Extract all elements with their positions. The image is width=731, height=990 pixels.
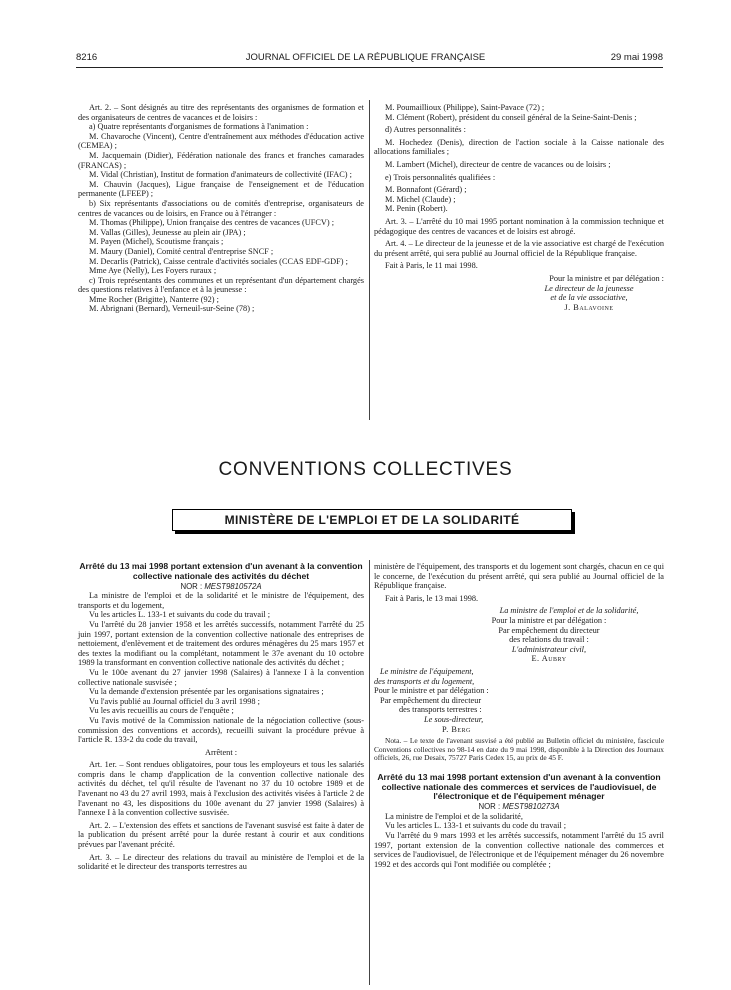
article-2: Art. 2. – L'extension des effets et sanctions de l'avenant susvisé est faite à dater de la publication du présent arrêté pour la durée restant à courir et aux conditions prévues par l'avenant précité. <box>78 820 364 850</box>
list-item: M. Payen (Michel), Scoutisme français ; <box>89 237 224 247</box>
arretent-heading: Arrêtent : <box>204 747 238 757</box>
paragraph: La ministre de l'emploi et de la solidarité, <box>385 811 523 821</box>
list-item: M. Hochedez (Denis), direction de l'action sociale à la Caisse nationale des allocations familiales ; <box>374 137 664 157</box>
section-title: CONVENTIONS COLLECTIVES <box>218 459 513 480</box>
list-item: M. Vidal (Christian), Institut de formation d'animateurs de collectivité (IFAC) ; <box>89 170 352 180</box>
paragraph: d) Autres personnalités : <box>385 125 466 135</box>
list-item: M. Decarlis (Patrick), Caisse centrale d'activités sociales (CCAS EDF-GDF) ; <box>89 256 348 266</box>
nor-label: NOR : <box>478 802 501 812</box>
nor-code: MEST9810572A <box>204 581 262 591</box>
decree-title: Arrêté du 13 mai 1998 portant extension d'un avenant à la convention collective nationale des commerces et services de l'audiovisuel, de l'électronique et de l'équipement ménager <box>377 771 661 802</box>
column-divider <box>369 560 370 985</box>
signature-line: Pour la ministre et par délégation : <box>549 273 664 283</box>
list-item: M. Poumaillioux (Philippe), Saint-Pavace (72) ; <box>385 103 545 112</box>
paragraph: Vu le 100e avenant du 27 janvier 1998 (Salaires) à l'annexe I à la convention collective nationale susvisée ; <box>78 667 364 687</box>
paragraph: a) Quatre représentants d'organismes de formations à l'animation : <box>89 122 309 132</box>
decree-title: Arrêté du 13 mai 1998 portant extension d'un avenant à la convention collective nationale des activités du déchet <box>79 561 363 581</box>
signature-line: Par empêchement du directeur <box>380 695 482 705</box>
nor-reference <box>78 582 364 592</box>
list-item: M. Bonnafont (Gérard) ; <box>385 185 467 195</box>
column-upper-right <box>374 103 664 312</box>
signatory-name: E. Aubry <box>531 654 567 664</box>
list-item: M. Thomas (Philippe), Union française des centres de vacances (UFCV) ; <box>89 218 334 228</box>
paragraph: Vu l'arrêté du 9 mars 1993 et les arrêtés successifs, notamment l'arrêté du 15 avril 1997, portant extension de la convention collective nationale des commerces et services de l'audiovisuel, de l'électronique et de l'équipement ménager du 26 novembre 1992 et des accords qui l'ont modifiée ou complétée ; <box>374 831 664 869</box>
signature-line: des transports et du logement, <box>374 676 475 686</box>
signatory-name: P. Berg <box>442 724 471 734</box>
paragraph: Vu l'avis publié au Journal officiel du 3 avril 1998 ; <box>89 696 260 706</box>
signature-line: Le ministre de l'équipement, <box>380 666 474 676</box>
paragraph: Vu les avis recueillis au cours de l'enquête ; <box>89 706 234 716</box>
paragraph: La ministre de l'emploi et de la solidarité et le ministre de l'équipement, des transports et du logement, <box>78 591 364 610</box>
article-3: Art. 3. – L'arrêté du 10 mai 1995 portant nomination à la commission technique et pédagogique des centres de vacances et de loisirs est abrogé. <box>374 216 664 236</box>
signing-place-date: Fait à Paris, le 13 mai 1998. <box>385 593 479 603</box>
paragraph: Vu l'arrêté du 28 janvier 1958 et les arrêtés successifs, notamment l'arrêté du 25 juin 1997, portant extension de la convention collective nationale des entreprises de nettoiement, d'enlèvement et de traitement des ordures ménagères du 25 mars 1957 et des textes la modifiant ou la complétant, notamment le 37e avenant du 10 octobre 1989 la transformant en convention collective nationale des activités du déchet ; <box>78 619 364 668</box>
signatory-name: J. Balavoine <box>564 302 614 312</box>
ministry-heading: MINISTÈRE DE L'EMPLOI ET DE LA SOLIDARITÉ <box>224 513 520 527</box>
nor-label: NOR : <box>180 581 203 591</box>
signature-line: Le sous-directeur, <box>424 714 484 724</box>
column-divider <box>369 100 370 420</box>
article-3: Art. 3. – Le directeur des relations du travail au ministère de l'emploi et de la solidarité et le directeur des transports terrestres au <box>78 852 364 872</box>
list-item: M. Penin (Robert). <box>385 204 448 214</box>
signing-place-date: Fait à Paris, le 11 mai 1998. <box>385 261 478 271</box>
signature-line: Le directeur de la jeunesse <box>544 283 634 293</box>
list-item: Mme Rocher (Brigitte), Nanterre (92) ; <box>89 294 219 304</box>
column-lower-left <box>78 562 364 872</box>
list-item: M. Lambert (Michel), directeur de centre de vacances ou de loisirs ; <box>385 159 611 169</box>
paragraph: b) Six représentants d'associations ou de comités d'entreprise, organisateurs de centres de vacances ou de loisirs, en France ou à l'étranger : <box>78 198 364 218</box>
list-item: M. Chauvin (Jacques), Ligue française de l'enseignement et de l'éducation permanente (LFEEP) ; <box>78 179 364 199</box>
list-item: Mme Aye (Nelly), Les Foyers ruraux ; <box>89 266 217 276</box>
page-number: 8216 <box>76 52 98 63</box>
article-4: Art. 4. – Le directeur de la jeunesse et de la vie associative est chargé de l'exécution du présent arrêté, qui sera publié au Journal officiel de la République française. <box>374 239 664 258</box>
paragraph: Art. 2. – Sont désignés au titre des représentants des organismes de formation et des organisateurs de centres de vacances et de loisirs : <box>78 103 364 122</box>
list-item: M. Abrignani (Bernard), Verneuil-sur-Seine (78) ; <box>89 304 255 314</box>
paragraph: Vu les articles L. 133-1 et suivants du code du travail ; <box>385 821 567 831</box>
paragraph: Vu la demande d'extension présentée par les organisations signataires ; <box>89 687 324 697</box>
signature-line: Pour la ministre et par délégation : <box>491 615 607 625</box>
nota-note: Nota. – Le texte de l'avenant susvisé a été publié au Bulletin officiel du ministère, fascicule Conventions collectives no 98-14 en date du 9 mai 1998, disponible à la Direction des Journaux officiels, 26, rue Desaix, 75727 Paris Cedex 15, au prix de 45 F. <box>374 736 664 763</box>
column-lower-right <box>374 562 664 869</box>
list-item: M. Michel (Claude) ; <box>385 194 456 204</box>
issue-date: 29 mai 1998 <box>610 52 663 63</box>
signature-line: La ministre de l'emploi et de la solidarité, <box>499 606 639 616</box>
signature-line: L'administrateur civil, <box>511 644 587 654</box>
journal-title: JOURNAL OFFICIEL DE LA RÉPUBLIQUE FRANÇAISE <box>245 52 486 63</box>
ministry-heading-box <box>172 509 572 531</box>
paragraph: e) Trois personnalités qualifiées : <box>385 172 496 182</box>
signature-line: et de la vie associative, <box>550 293 628 303</box>
list-item: M. Chavaroche (Vincent), Centre d'entraînement aux méthodes d'éducation active (CEMEA) ; <box>78 131 364 151</box>
list-item: M. Maury (Daniel), Comité central d'entreprise SNCF ; <box>89 246 274 256</box>
signature-line: Par empêchement du directeur <box>498 625 600 635</box>
list-item: M. Jacquemain (Didier), Fédération nationale des francs et franches camarades (FRANCAS) ; <box>78 150 364 170</box>
column-upper-left <box>78 103 364 314</box>
signature-line: des transports terrestres : <box>399 705 482 715</box>
paragraph: Vu l'avis motivé de la Commission nationale de la négociation collective (sous-commission des conventions et accords), recueilli suivant la procédure prévue à l'article R. 133-2 du code du travail, <box>78 715 364 745</box>
signature-line: Pour le ministre et par délégation : <box>374 686 489 696</box>
list-item: M. Clément (Robert), président du conseil général de la Seine-Saint-Denis ; <box>385 112 637 122</box>
signature-line: des relations du travail : <box>509 635 589 645</box>
paragraph: ministère de l'équipement, des transports et du logement sont chargés, chacun en ce qui le concerne, de l'exécution du présent arrêté, qui sera publié au Journal officiel de la République française. <box>374 562 664 591</box>
nor-reference <box>374 802 664 812</box>
header-rule <box>76 67 663 68</box>
nor-code: MEST9810273A <box>502 802 560 812</box>
paragraph: c) Trois représentants des communes et un représentant d'un département chargés des questions relatives à l'enfance et à la jeunesse : <box>78 275 364 295</box>
paragraph: Vu les articles L. 133-1 et suivants du code du travail ; <box>89 610 271 620</box>
list-item: M. Vallas (Gilles), Jeunesse au plein air (JPA) ; <box>89 227 246 237</box>
page-header <box>0 52 731 66</box>
article-1: Art. 1er. – Sont rendues obligatoires, pour tous les employeurs et tous les salariés compris dans le champ d'application de la convention collective nationale des activités du déchet, tel qu'il résulte de l'avenant no 37 du 10 octobre 1989 et de l'avenant no 43 du 27 avril 1993, mais à l'exclusion des activités visées à l'article 2 de l'avenant no 43, les dispositions du 100e avenant du 27 janvier 1998 (Salaires) à l'annexe I à la convention collective susvisée. <box>78 760 364 818</box>
